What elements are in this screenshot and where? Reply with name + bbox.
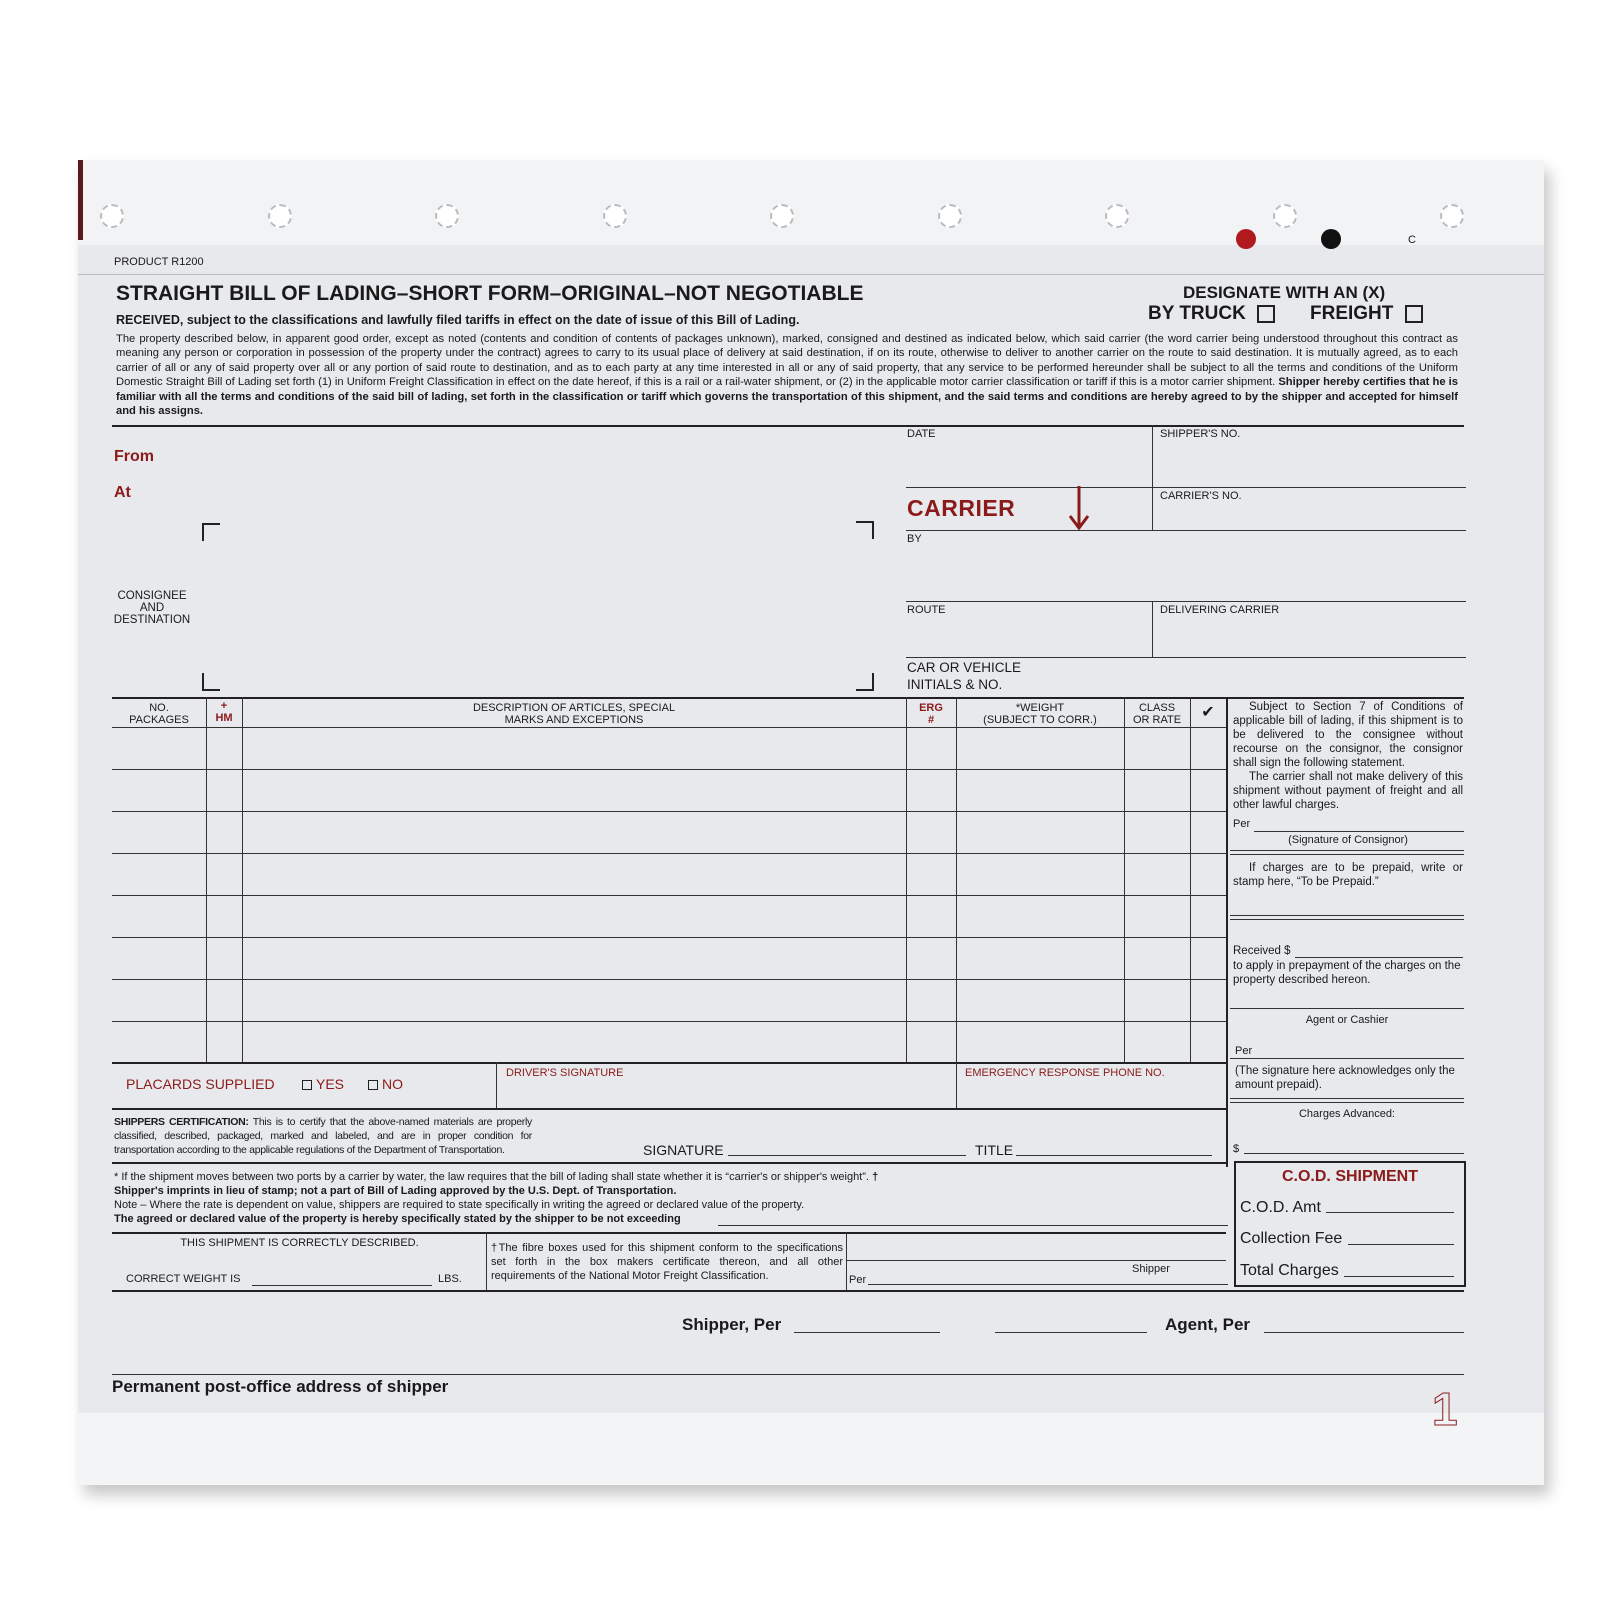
hm-label: HM: [215, 712, 233, 724]
table-row-divider: [112, 811, 1226, 812]
charges-advanced-label: Charges Advanced:: [1298, 1108, 1395, 1120]
terms-text: The property described below, in apparent good order, except as noted (contents and condition of contents of packages unknown), marked, consigned and destined as indicated below, which said carrier (the word carrier being understood throughout this contract as meaning any person or corporation in possession of the property under the contract) agrees to carry to its usual place of delivery at said destination, if on its route, otherwise to deliver to another carrier on the route to said destination. It is mutually agreed, as to each carrier of all or any of said property over all or any portion of said route to destination, and as to each party at any time interested in all or any of said property, that any service to be performed hereunder shall be subject to all the terms and conditions of the Uniform Domestic Straight Bill of Lading set forth (1) in Uniform Freight Classification in effect on the date hereof, if this is a rail or a rail-water shipment, or (2) in the applicable motor carrier classification or tariff if this is a motor carrier shipment.: [116, 333, 1458, 389]
red-dot-marker: [1236, 229, 1256, 249]
punch-hole: [770, 204, 794, 228]
col-hm-header: [206, 700, 242, 724]
shipper-per-label: Shipper, Per: [682, 1315, 782, 1334]
designate-label: DESIGNATE WITH AN (X): [1183, 283, 1386, 302]
col-class-header: CLASS OR RATE: [1132, 702, 1182, 726]
route-label: ROUTE: [907, 604, 946, 616]
col-check-header: ✔: [1201, 704, 1215, 721]
placards-no-option[interactable]: [368, 1076, 403, 1092]
by-truck-option[interactable]: [1148, 303, 1275, 325]
by-truck-checkbox[interactable]: [1257, 305, 1275, 323]
freight-label: FREIGHT: [1310, 303, 1394, 324]
cert-bold: SHIPPERS CERTIFICATION:: [114, 1116, 249, 1128]
title-label: TITLE: [975, 1142, 1014, 1158]
fibre-boxes-text: †The fibre boxes used for this shipment conform to the specifications set forth in the box makers certificate thereon, and all other requirements of the National Motor Freight Classification.: [491, 1242, 843, 1282]
yes-label: YES: [316, 1076, 345, 1092]
hm-plus: +: [220, 700, 228, 712]
delivering-carrier-label: DELIVERING CARRIER: [1160, 604, 1280, 616]
collection-fee-label: Collection Fee: [1240, 1230, 1343, 1247]
col-erg-header: ERG #: [919, 702, 943, 726]
freight-option[interactable]: [1310, 303, 1423, 325]
consignee-label: CONSIGNEE AND DESTINATION: [113, 590, 191, 626]
table-row-divider: [112, 895, 1226, 896]
placards-yes-option[interactable]: [302, 1076, 344, 1092]
note1: * If the shipment moves between two ports by a carrier by water, the law requires that the bill of lading shall state whether it is “carrier's or shipper's weight”.: [114, 1171, 869, 1183]
punch-hole: [1105, 204, 1129, 228]
address-bracket: [856, 521, 874, 539]
punch-hole: [435, 204, 459, 228]
ack-text: (The signature here acknowledges only the amount prepaid).: [1235, 1065, 1455, 1091]
by-truck-label: BY TRUCK: [1148, 303, 1246, 324]
punch-hole: [938, 204, 962, 228]
received-label: Received $: [1233, 945, 1291, 957]
bill-of-lading-form: [78, 160, 1544, 1485]
bottom-strip: [78, 1413, 1544, 1485]
post-office-address-label: Permanent post-office address of shipper: [112, 1377, 449, 1396]
prepaid-text: If charges are to be prepaid, write or stamp here, “To be Prepaid.”: [1233, 862, 1463, 888]
col-description-header: DESCRIPTION OF ARTICLES, SPECIAL MARKS AND EXCEPTIONS: [472, 702, 676, 726]
lbs-label: LBS.: [438, 1273, 462, 1285]
table-row-divider: [112, 937, 1226, 938]
received-line: RECEIVED, subject to the classifications and lawfully filed tariffs in effect on the date of issue of this Bill of Lading.: [116, 313, 800, 327]
shippers-certification: [114, 1115, 532, 1157]
emergency-phone-label: EMERGENCY RESPONSE PHONE NO.: [965, 1067, 1165, 1079]
per-shipper-label: Per: [849, 1274, 867, 1286]
cod-amt-label: C.O.D. Amt: [1240, 1199, 1321, 1216]
per-label: Per: [1233, 818, 1251, 830]
agent-cashier-label: Agent or Cashier: [1305, 1014, 1389, 1026]
carriers-no-label: CARRIER'S NO.: [1160, 490, 1242, 502]
punch-hole: [1440, 204, 1464, 228]
notes-block: [114, 1170, 1214, 1226]
placards-label: PLACARDS SUPPLIED: [126, 1076, 275, 1092]
note1-bold: † Shipper's imprints in lieu of stamp; not a part of Bill of Lading approved by the U.S. Dept. of Transportation.: [114, 1171, 879, 1197]
apply-text: to apply in prepayment of the charges on the property described hereon.: [1233, 960, 1461, 986]
signature-label: SIGNATURE: [643, 1142, 724, 1158]
address-bracket: [202, 673, 220, 691]
cert-text: This is to certify that the above-named materials are properly classified, described, packaged, marked and labeled, and are in proper condition for transportation according to the applicable regulations of the Department of Transportation.: [114, 1116, 532, 1156]
correctly-described-label: THIS SHIPMENT IS CORRECTLY DESCRIBED.: [180, 1237, 419, 1249]
shippers-no-label: SHIPPER'S NO.: [1160, 428, 1241, 440]
edge-marker: [78, 160, 83, 240]
shipper-label: Shipper: [1132, 1263, 1170, 1275]
dollar-label: $: [1233, 1143, 1240, 1155]
punch-hole: [603, 204, 627, 228]
table-row-divider: [112, 853, 1226, 854]
yes-checkbox[interactable]: [302, 1080, 312, 1090]
agent-per-label: Agent, Per: [1165, 1315, 1251, 1334]
punch-hole: [1273, 204, 1297, 228]
no-delivery-text: The carrier shall not make delivery of this shipment without payment of freight and all other lawful charges.: [1233, 771, 1463, 811]
no-label: NO: [382, 1076, 403, 1092]
copy-number: 1: [1432, 1383, 1458, 1435]
col-weight-header: *WEIGHT (SUBJECT TO CORR.): [983, 702, 1097, 726]
consignee-address-area[interactable]: [218, 538, 848, 668]
drivers-signature-label: DRIVER'S SIGNATURE: [506, 1067, 624, 1079]
date-label: DATE: [907, 428, 936, 440]
note3: The agreed or declared value of the property is hereby specifically stated by the shipper to be not exceeding: [114, 1213, 681, 1225]
col-packages-header: NO. PACKAGES: [129, 702, 189, 726]
table-row-divider: [112, 769, 1226, 770]
terms-bold-text: Shipper hereby certifies that he is familiar with all the terms and conditions of the said bill of lading, set forth in the classification or tariff which governs the transportation of this shipment, and the said terms and conditions are hereby agreed to by the shipper and accepted for himself and his assigns.: [116, 376, 1459, 418]
car-vehicle-label: CAR OR VEHICLE: [907, 660, 1022, 675]
down-arrow-icon: [1068, 486, 1090, 532]
at-label: At: [114, 484, 131, 501]
table-row-divider: [112, 1021, 1226, 1022]
no-checkbox[interactable]: [368, 1080, 378, 1090]
product-code: PRODUCT R1200: [114, 256, 204, 268]
initials-no-label: INITIALS & NO.: [907, 677, 1003, 692]
cod-title: C.O.D. SHIPMENT: [1281, 1168, 1418, 1185]
total-charges-label: Total Charges: [1240, 1262, 1339, 1279]
freight-checkbox[interactable]: [1405, 305, 1423, 323]
carrier-label: CARRIER: [907, 495, 1016, 521]
note2: Note – Where the rate is dependent on value, shippers are required to state specifically in writing the agreed or declared value of the property.: [114, 1199, 805, 1211]
terms-paragraph: [116, 332, 1458, 418]
punch-hole: [268, 204, 292, 228]
signature-consignor-label: (Signature of Consignor): [1288, 834, 1408, 846]
correct-weight-label: CORRECT WEIGHT IS: [126, 1273, 241, 1285]
by-label: BY: [907, 533, 922, 545]
punch-hole: [100, 204, 124, 228]
corner-letter: C: [1408, 234, 1416, 246]
section7-text: Subject to Section 7 of Conditions of applicable bill of lading, if this shipment is to be delivered to the consignee without recourse on the consignor, the consignor shall sign the following statement.: [1233, 701, 1463, 769]
per2-label: Per: [1235, 1045, 1253, 1057]
address-bracket: [856, 673, 874, 691]
table-row-divider: [112, 979, 1226, 980]
black-dot-marker: [1321, 229, 1341, 249]
form-title: STRAIGHT BILL OF LADING–SHORT FORM–ORIGINAL–NOT NEGOTIABLE: [116, 282, 864, 305]
from-label: From: [114, 448, 154, 465]
